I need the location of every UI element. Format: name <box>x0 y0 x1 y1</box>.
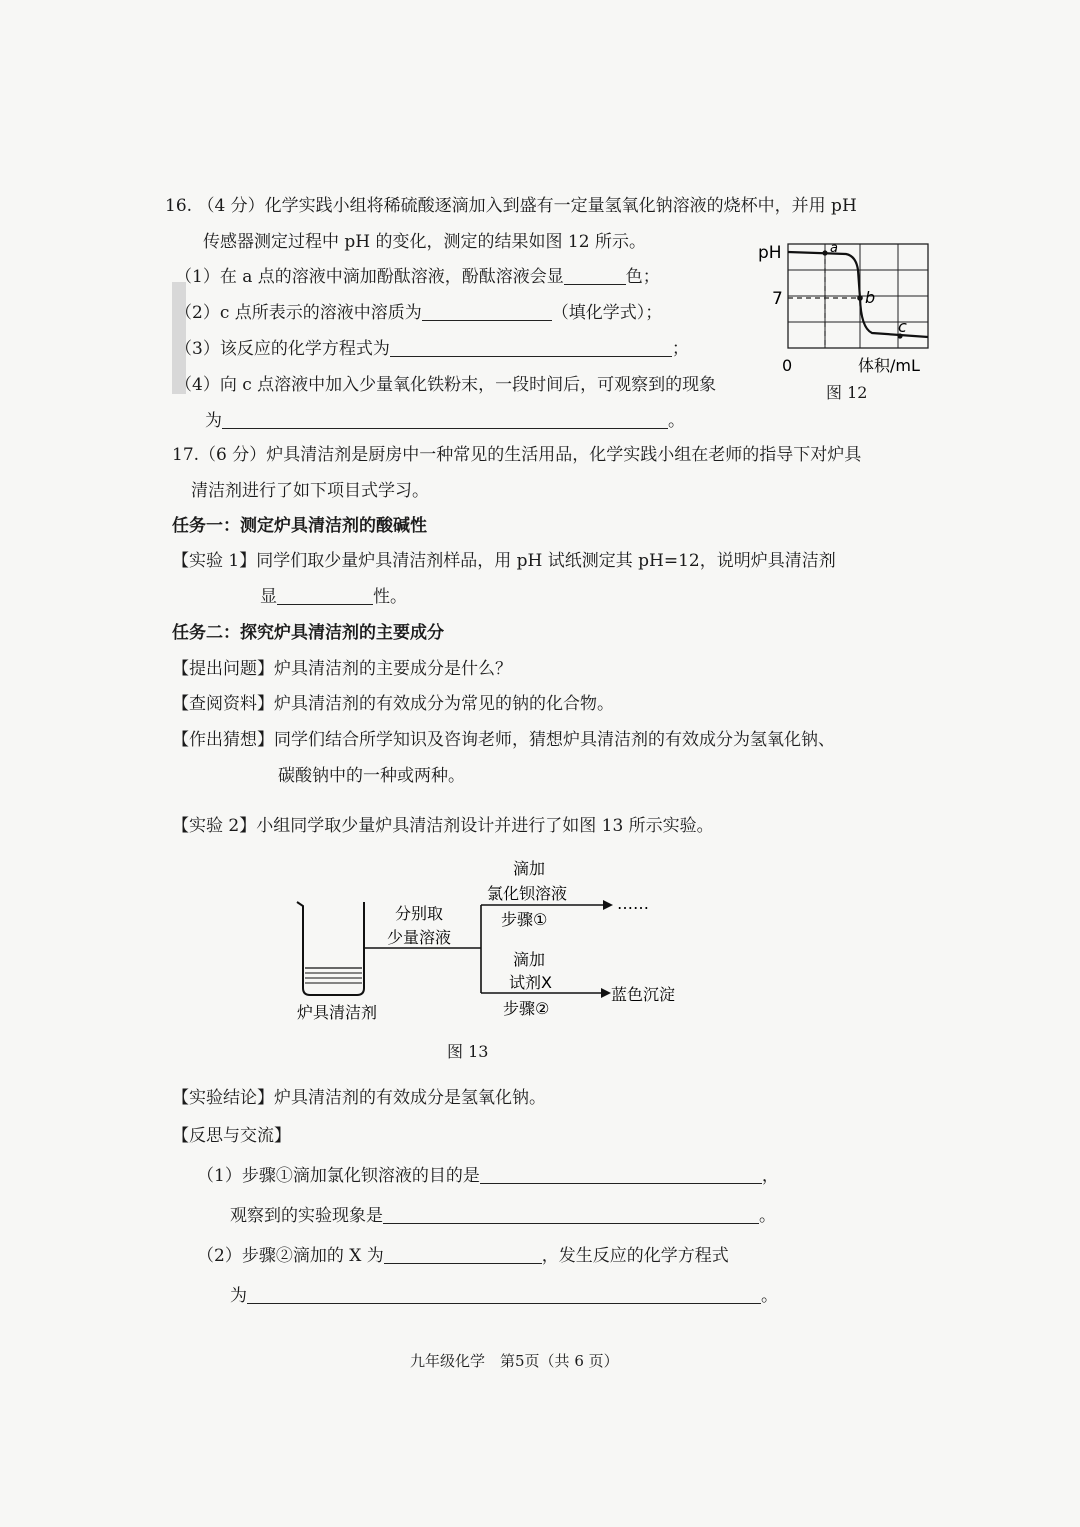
step1-label: 步骤① <box>501 910 548 929</box>
answer-blank[interactable] <box>247 1287 761 1304</box>
result-step1: …… <box>617 894 649 913</box>
ask-question: 【提出问题】炉具清洁剂的主要成分是什么？ <box>172 659 512 679</box>
result-step2: 蓝色沉淀 <box>611 985 676 1004</box>
reagent-x: 试剂X <box>509 973 552 992</box>
take-label-1: 分别取 <box>395 904 444 923</box>
y-axis-label: pH <box>758 243 782 263</box>
origin-label: 0 <box>782 356 793 375</box>
step2-label: 步骤② <box>503 999 550 1018</box>
tick-7: 7 <box>772 289 783 309</box>
drop-label-2: 滴加 <box>513 950 546 969</box>
answer-blank[interactable] <box>390 340 672 357</box>
point-b <box>857 295 863 301</box>
q16-line2: 传感器测定过程中 pH 的变化，测定的结果如图 12 所示。 <box>203 232 646 252</box>
hypothesis-line2: 碳酸钠中的一种或两种。 <box>278 766 465 786</box>
answer-blank[interactable] <box>277 588 373 605</box>
figure-13-caption: 图 13 <box>447 1042 489 1061</box>
reflect-part2-equation: 为 。 <box>230 1286 778 1306</box>
reflect-part1: （1）步骤①滴加氯化钡溶液的目的是 ， <box>197 1166 779 1186</box>
reflect-part1-observation: 观察到的实验现象是 。 <box>230 1206 776 1226</box>
page-footer: 九年级化学 第5页（共 6 页） <box>410 1352 619 1370</box>
ph-curve <box>788 252 928 337</box>
answer-blank[interactable] <box>564 268 626 285</box>
beaker <box>297 902 364 995</box>
take-label-2: 少量溶液 <box>387 928 452 947</box>
arrowhead <box>603 900 613 910</box>
q17-line2: 清洁剂进行了如下项目式学习。 <box>191 481 429 501</box>
label-a: a <box>830 241 838 256</box>
beaker-label: 炉具清洁剂 <box>297 1003 378 1022</box>
label-c: c <box>898 317 907 336</box>
figure-13-diagram <box>285 850 705 1030</box>
experiment2: 【实验 2】小组同学取少量炉具清洁剂设计并进行了如图 13 所示实验。 <box>172 816 714 836</box>
q16-part1: （1）在 a 点的溶液中滴加酚酞溶液，酚酞溶液会显 色； <box>175 267 660 287</box>
answer-blank[interactable] <box>384 1247 542 1264</box>
q17-line1: 17.（6 分）炉具清洁剂是厨房中一种常见的生活用品，化学实践小组在老师的指导下对炉具 <box>172 445 862 465</box>
q16-part2: （2）c 点所表示的溶液中溶质为 （填化学式）； <box>175 303 663 323</box>
consult-info: 【查阅资料】炉具清洁剂的有效成分为常见的钠的化合物。 <box>172 694 614 714</box>
label-b: b <box>865 288 876 307</box>
reflect-part2: （2）步骤②滴加的 X 为 ，发生反应的化学方程式 <box>197 1246 729 1266</box>
point-a <box>822 250 827 255</box>
experiment-conclusion: 【实验结论】炉具清洁剂的有效成分是氢氧化钠。 <box>172 1088 546 1108</box>
hypothesis-line1: 【作出猜想】同学们结合所学知识及咨询老师，猜想炉具清洁剂的有效成分为氢氧化钠、 <box>172 730 835 750</box>
arrowhead <box>601 988 611 998</box>
x-axis-label: 体积/mL <box>858 356 920 375</box>
answer-blank[interactable] <box>480 1167 762 1184</box>
q16-part3: （3）该反应的化学方程式为 ； <box>175 339 689 359</box>
reflection-heading: 【反思与交流】 <box>172 1126 291 1146</box>
q16-part4: （4）向 c 点溶液中加入少量氧化铁粉末，一段时间后，可观察到的现象 <box>175 375 717 395</box>
experiment1-answer: 显 性。 <box>260 587 407 607</box>
task1-heading: 任务一：测定炉具清洁剂的酸碱性 <box>172 516 427 536</box>
reagent-bacl2: 氯化钡溶液 <box>487 884 568 903</box>
q16-line1: 16. （4 分）化学实践小组将稀硫酸逐滴加入到盛有一定量氢氧化钠溶液的烧杯中，并用 pH <box>165 196 857 216</box>
answer-blank[interactable] <box>422 304 552 321</box>
drop-label-1: 滴加 <box>513 859 546 878</box>
q16-part4-answer: 为 。 <box>205 411 685 431</box>
experiment1: 【实验 1】同学们取少量炉具清洁剂样品，用 pH 试纸测定其 pH=12，说明炉具清洁剂 <box>172 551 836 571</box>
figure-12-caption: 图 12 <box>826 383 868 402</box>
task2-heading: 任务二：探究炉具清洁剂的主要成分 <box>172 623 444 643</box>
answer-blank[interactable] <box>222 412 668 429</box>
answer-blank[interactable] <box>383 1207 759 1224</box>
